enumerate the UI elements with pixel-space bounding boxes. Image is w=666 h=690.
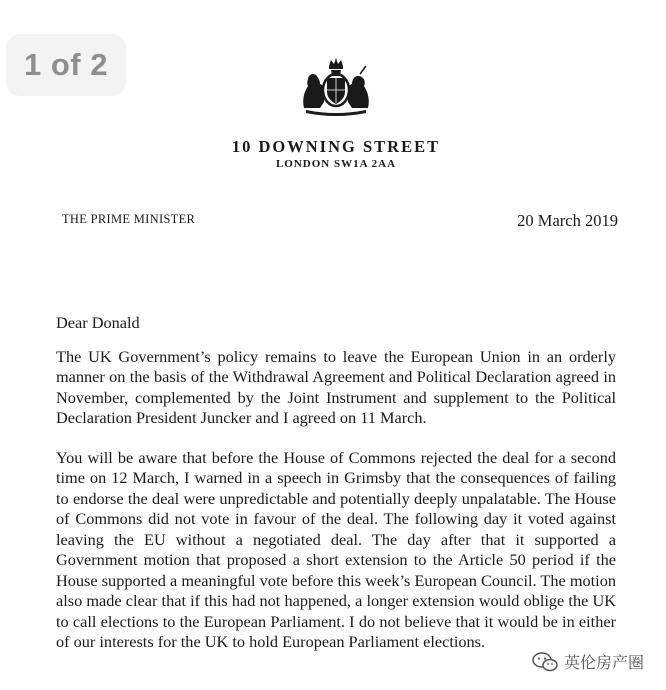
page-indicator-badge: 1 of 2 <box>6 34 126 96</box>
letterhead-street: 10 DOWNING STREET <box>231 137 441 156</box>
watermark-text: 英伦房产圈 <box>563 653 644 672</box>
letterhead-address <box>0 138 666 171</box>
letter-date: 20 March 2019 <box>517 211 618 230</box>
sender-title: THE PRIME MINISTER <box>62 212 196 226</box>
paragraph-2: You will be aware that before the House of Commons rejected the deal for a second time on 12 March, I warned in a speech in Grimsby that the consequences of failing to endorse the deal were unpredictable and potentially deeply unpalatable. The House of Commons did not vote in favour of the deal. The following day it voted against leaving the EU without a negotiated deal. The day after that it supported a Government motion that proposed a short extension to the Article 50 period if the House supported a meaningful vote before this week’s European Council. The motion also made clear that if this had not happened, a longer extension would oblige the UK to call elections to the European Parliament. I do not believe that it would be in either of our interests for the UK to hold European Parliament elections. <box>56 447 616 651</box>
letter-body <box>56 313 616 672</box>
letterhead-city: LONDON SW1A 2AA <box>275 158 397 170</box>
salutation: Dear Donald <box>56 313 140 332</box>
wechat-icon <box>532 652 558 672</box>
royal-coat-of-arms-icon <box>296 56 376 116</box>
wechat-watermark <box>530 649 646 674</box>
paragraph-1: The UK Government’s policy remains to leave the European Union in an orderly manner on the basis of the Withdrawal Agreement and Political Declaration agreed in November, complemented by the Joint Instrument and supplement to the Political Declaration President Juncker and I agreed on 11 March. <box>56 346 616 427</box>
